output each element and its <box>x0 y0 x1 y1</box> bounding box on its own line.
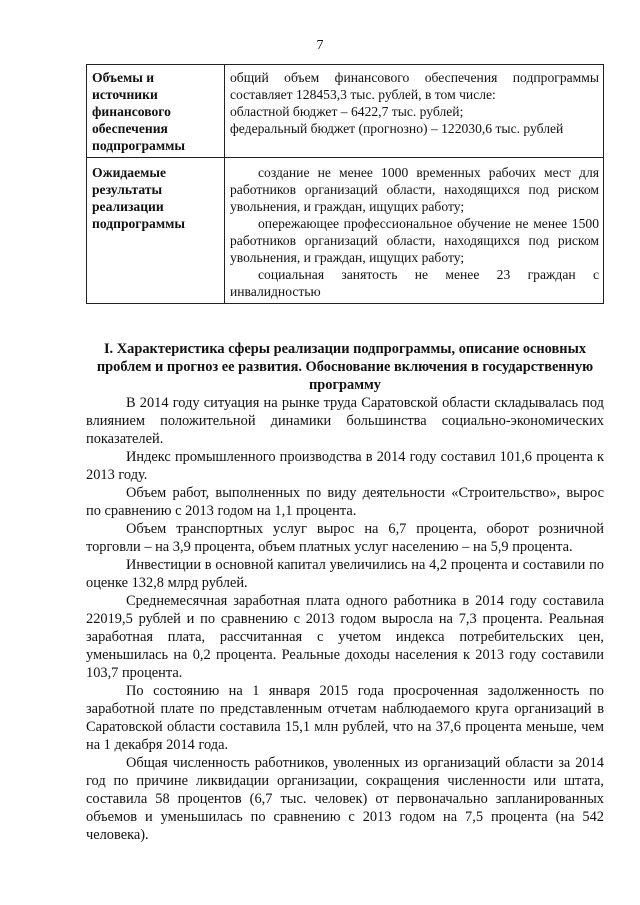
paragraph-labor-market: В 2014 году ситуация на рынке труда Саратовской области складывалась под влиянием положительной динамики большинства социально-экономических показателей. <box>86 395 604 447</box>
row-value-financing <box>225 65 604 158</box>
paragraph-industrial-index: Индекс промышленного производства в 2014 году составил 101,6 процента к 2013 году. <box>86 449 604 483</box>
section-title: I. Характеристика сферы реализации подпрограммы, описание основных проблем и прогноз ее развития. Обоснование включения в государственную программу <box>96 341 594 393</box>
financing-federal-budget: федеральный бюджет (прогнозно) – 122030,6 тыс. рублей <box>230 121 564 136</box>
row-label-financing: Объемы и источники финансового обеспечения подпрограммы <box>87 65 225 158</box>
paragraph-dismissed-workers: Общая численность работников, уволенных из организаций области за 2014 год по причине ликвидации организации, сокращения численности или штата, составила 58 процентов (6,7 тыс. человек) от первоначально запланированных объемов и уменьшилась по сравнению с 2013 годом на 7,5 процента (на 542 человека). <box>86 755 604 843</box>
result-training: опережающее профессиональное обучение не менее 1500 работников организаций области, находящихся под риском увольнения, и граждан, ищущих работу; <box>230 216 599 265</box>
result-social-employment: социальная занятость не менее 23 граждан с инвалидностью <box>230 267 599 299</box>
table-row-financing <box>87 65 604 158</box>
row-label-expected-results: Ожидаемые результаты реализации подпрограммы <box>87 158 225 304</box>
table-row-expected-results <box>87 158 604 304</box>
page-number: 7 <box>316 38 324 53</box>
paragraph-investments: Инвестиции в основной капитал увеличились на 4,2 процента и составили по оценке 132,8 млрд рублей. <box>86 557 604 591</box>
section-body <box>86 394 604 844</box>
paragraph-transport-retail: Объем транспортных услуг вырос на 6,7 процента, оборот розничной торговли – на 3,9 процента, объем платных услуг населению – на 5,9 процента. <box>86 521 604 555</box>
paragraph-wages: Среднемесячная заработная плата одного работника в 2014 году составила 22019,5 рублей и по сравнению с 2013 годом выросла на 7,3 процента. Реальная заработная плата, рассчитанная с учетом индекса потребительских цен, уменьшилась на 0,2 процента. Реальные доходы населения к 2013 году составили 103,7 процента. <box>86 593 604 681</box>
result-temporary-jobs: создание не менее 1000 временных рабочих мест для работников организаций области, находящихся под риском увольнения, и граждан, ищущих работу; <box>230 165 599 214</box>
paragraph-wage-arrears: По состоянию на 1 января 2015 года просроченная задолженность по заработной плате по представленным отчетам наблюдаемого круга организаций в Саратовской области составила 15,1 млн рублей, что на 37,6 процента меньше, чем на 1 декабря 2014 года. <box>86 683 604 753</box>
financing-regional-budget: областной бюджет – 6422,7 тыс. рублей; <box>230 104 464 119</box>
financing-total: общий объем финансового обеспечения подпрограммы составляет 128453,3 тыс. рублей, в том числе: <box>230 70 599 102</box>
row-value-expected-results <box>225 158 604 304</box>
paragraph-construction: Объем работ, выполненных по виду деятельности «Строительство», вырос по сравнению с 2013 годом на 1,1 процента. <box>86 485 604 519</box>
subprogram-passport-table <box>86 64 604 304</box>
